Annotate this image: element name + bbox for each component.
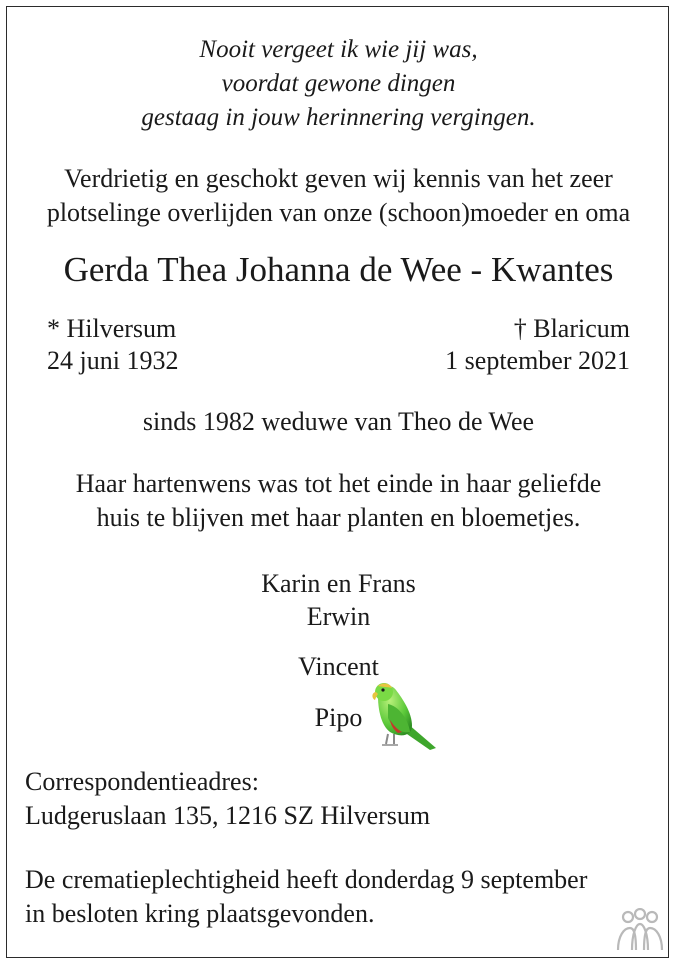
poem-line-2: voordat gewone dingen	[221, 70, 456, 97]
people-group-logo	[614, 908, 666, 954]
correspondence-label: Correspondentieadres:	[25, 767, 259, 796]
cremation-line-2: in besloten kring plaatsgevonden.	[25, 899, 375, 928]
death-date: 1 september 2021	[445, 346, 630, 375]
correspondence-address: Ludgeruslaan 135, 1216 SZ Hilversum	[25, 801, 431, 830]
family-line-1: Karin en Frans	[261, 569, 416, 598]
family-line-2: Erwin	[306, 602, 371, 631]
deceased-name: Gerda Thea Johanna de Wee - Kwantes	[63, 250, 614, 289]
wish-line-2: huis te blijven met haar planten en bloemetjes.	[96, 503, 581, 532]
family-line-3: Vincent	[298, 652, 379, 681]
poem-line-1: Nooit vergeet ik wie jij was,	[199, 36, 478, 63]
cremation-line-1: De crematieplechtigheid heeft donderdag 9 september	[25, 865, 588, 894]
announcement-line-2: plotselinge overlijden van onze (schoon)moeder en oma	[46, 198, 631, 227]
wish-line-1: Haar hartenwens was tot het einde in haar geliefde	[75, 469, 602, 498]
death-place: † Blaricum	[513, 314, 630, 343]
parrot-illustration	[368, 678, 438, 752]
announcement-line-1: Verdrietig en geschokt geven wij kennis van het zeer	[64, 164, 613, 193]
widow-line: sinds 1982 weduwe van Theo de Wee	[142, 407, 535, 436]
family-line-4: Pipo	[314, 703, 363, 732]
poem-line-3: gestaag in jouw herinnering vergingen.	[141, 104, 536, 131]
birth-place: * Hilversum	[47, 314, 177, 343]
birth-date: 24 juni 1932	[47, 346, 179, 375]
